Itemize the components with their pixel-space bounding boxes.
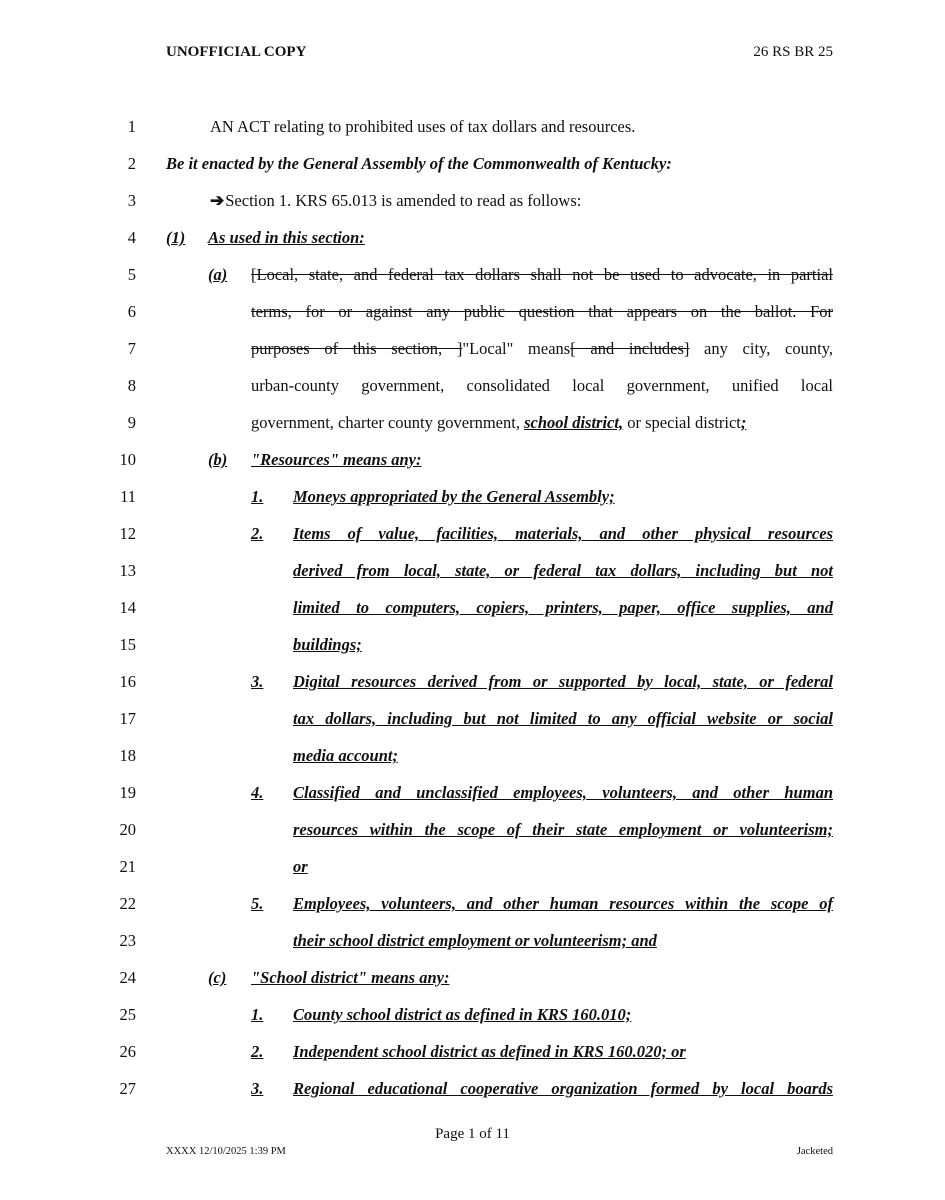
inserted-text: buildings; (293, 635, 362, 654)
footer-status: Jacketed (796, 1146, 833, 1157)
header-unofficial-copy: UNOFFICIAL COPY (166, 44, 307, 60)
item-label: 2. (251, 524, 264, 543)
document-line (0, 302, 945, 338)
body-text: government, charter county government, (251, 413, 525, 432)
inserted-text: limited to computers, copiers, printers, paper, office supplies, and (293, 598, 833, 617)
line-text (251, 339, 833, 359)
inserted-text: Independent school district as defined in KRS 160.020; or (293, 1042, 686, 1061)
item-label: 1. (251, 487, 264, 506)
document-line (0, 709, 945, 745)
page-number: Page 1 of 11 (435, 1126, 510, 1142)
document-line (0, 968, 945, 1004)
enacting-clause: Be it enacted by the General Assembly of the Commonwealth of Kentucky: (166, 154, 672, 173)
header-bill-number: 26 RS BR 25 (753, 44, 833, 60)
line-number: 21 (119, 857, 136, 876)
inserted-text: school district, (524, 413, 624, 432)
line-number: 16 (119, 672, 136, 691)
document-line (0, 672, 945, 708)
document-line (0, 265, 945, 301)
paragraph-label: (c) (208, 968, 227, 987)
document-line (0, 561, 945, 597)
inserted-text: "Resources" means any: (251, 450, 422, 469)
line-number: 1 (127, 117, 136, 136)
document-line (0, 1079, 945, 1115)
inserted-text: As used in this section: (208, 228, 365, 247)
inserted-text: derived from local, state, or federal tax dollars, including but not (293, 561, 833, 580)
document-line (0, 783, 945, 819)
inserted-text: County school district as defined in KRS 160.010; (293, 1005, 632, 1024)
inserted-text: Moneys appropriated by the General Assembly; (293, 487, 615, 506)
document-line (0, 635, 945, 671)
line-number: 5 (127, 265, 136, 284)
line-number: 23 (119, 931, 136, 950)
item-label: 5. (251, 894, 264, 913)
inserted-text: Employees, volunteers, and other human resources within the scope of (293, 894, 833, 913)
line-number: 20 (119, 820, 136, 839)
item-label: 1. (251, 1005, 264, 1024)
line-number: 6 (127, 302, 136, 321)
document-line (0, 376, 945, 412)
inserted-text: tax dollars, including but not limited to any official website or social (293, 709, 833, 728)
paragraph-label: (b) (208, 450, 228, 469)
document-line (0, 524, 945, 560)
line-number: 27 (119, 1079, 136, 1098)
item-label: 2. (251, 1042, 264, 1061)
deleted-text: terms, for or against any public question that appears on the ballot. For (251, 302, 833, 321)
line-text (251, 413, 746, 433)
body-text: any city, county, (689, 339, 833, 358)
line-number: 19 (119, 783, 136, 802)
deleted-text: purposes of this section, ] (251, 339, 463, 358)
line-number: 15 (119, 635, 136, 654)
line-number: 24 (119, 968, 136, 987)
document-line (0, 450, 945, 486)
inserted-text: "School district" means any: (251, 968, 450, 987)
line-number: 17 (119, 709, 136, 728)
line-number: 22 (119, 894, 136, 913)
line-number: 13 (119, 561, 136, 580)
inserted-text: Regional educational cooperative organization formed by local boards (293, 1079, 833, 1098)
line-number: 14 (119, 598, 136, 617)
inserted-text: their school district employment or volunteerism; and (293, 931, 657, 950)
document-line (0, 228, 945, 264)
body-text: urban-county government, consolidated local government, unified local (251, 376, 833, 395)
line-number: 2 (127, 154, 136, 173)
item-label: 3. (251, 1079, 264, 1098)
line-number: 26 (119, 1042, 136, 1061)
section-heading (210, 191, 581, 211)
inserted-text: Digital resources derived from or supported by local, state, or federal (293, 672, 833, 691)
line-number: 11 (120, 487, 136, 506)
line-number: 4 (127, 228, 136, 247)
document-line (0, 1042, 945, 1078)
document-line (0, 820, 945, 856)
inserted-text: Classified and unclassified employees, volunteers, and other human (293, 783, 833, 802)
item-label: 3. (251, 672, 264, 691)
document-line (0, 154, 945, 190)
document-line (0, 191, 945, 227)
deleted-text: [Local, state, and federal tax dollars shall not be used to advocate, in partial (251, 265, 833, 284)
inserted-text: or (293, 857, 308, 876)
act-title: AN ACT relating to prohibited uses of tax dollars and resources. (210, 117, 636, 136)
subsection-label: (1) (166, 228, 186, 247)
document-line (0, 746, 945, 782)
right-arrow-icon: ➔ (210, 191, 225, 210)
line-number: 10 (119, 450, 136, 469)
document-line (0, 598, 945, 634)
document-line (0, 1005, 945, 1041)
document-line (0, 487, 945, 523)
body-text: or special district (623, 413, 741, 432)
document-line (0, 857, 945, 893)
document-line (0, 413, 945, 449)
body-text: "Local" means (462, 339, 571, 358)
inserted-text: ; (740, 413, 747, 432)
footer-timestamp: XXXX 12/10/2025 1:39 PM (166, 1146, 286, 1157)
line-number: 3 (127, 191, 136, 210)
deleted-text: [ and includes] (570, 339, 690, 358)
line-number: 18 (119, 746, 136, 765)
section-heading-text: Section 1. KRS 65.013 is amended to read as follows: (225, 191, 582, 210)
document-line (0, 894, 945, 930)
line-number: 25 (119, 1005, 136, 1024)
inserted-text: media account; (293, 746, 398, 765)
line-number: 8 (127, 376, 136, 395)
line-number: 9 (127, 413, 136, 432)
item-label: 4. (251, 783, 264, 802)
inserted-text: resources within the scope of their state employment or volunteerism; (293, 820, 833, 839)
document-line (0, 931, 945, 967)
line-number: 7 (127, 339, 136, 358)
document-line (0, 339, 945, 375)
document-line (0, 117, 945, 153)
paragraph-label: (a) (208, 265, 228, 284)
line-number: 12 (119, 524, 136, 543)
inserted-text: Items of value, facilities, materials, and other physical resources (293, 524, 833, 543)
